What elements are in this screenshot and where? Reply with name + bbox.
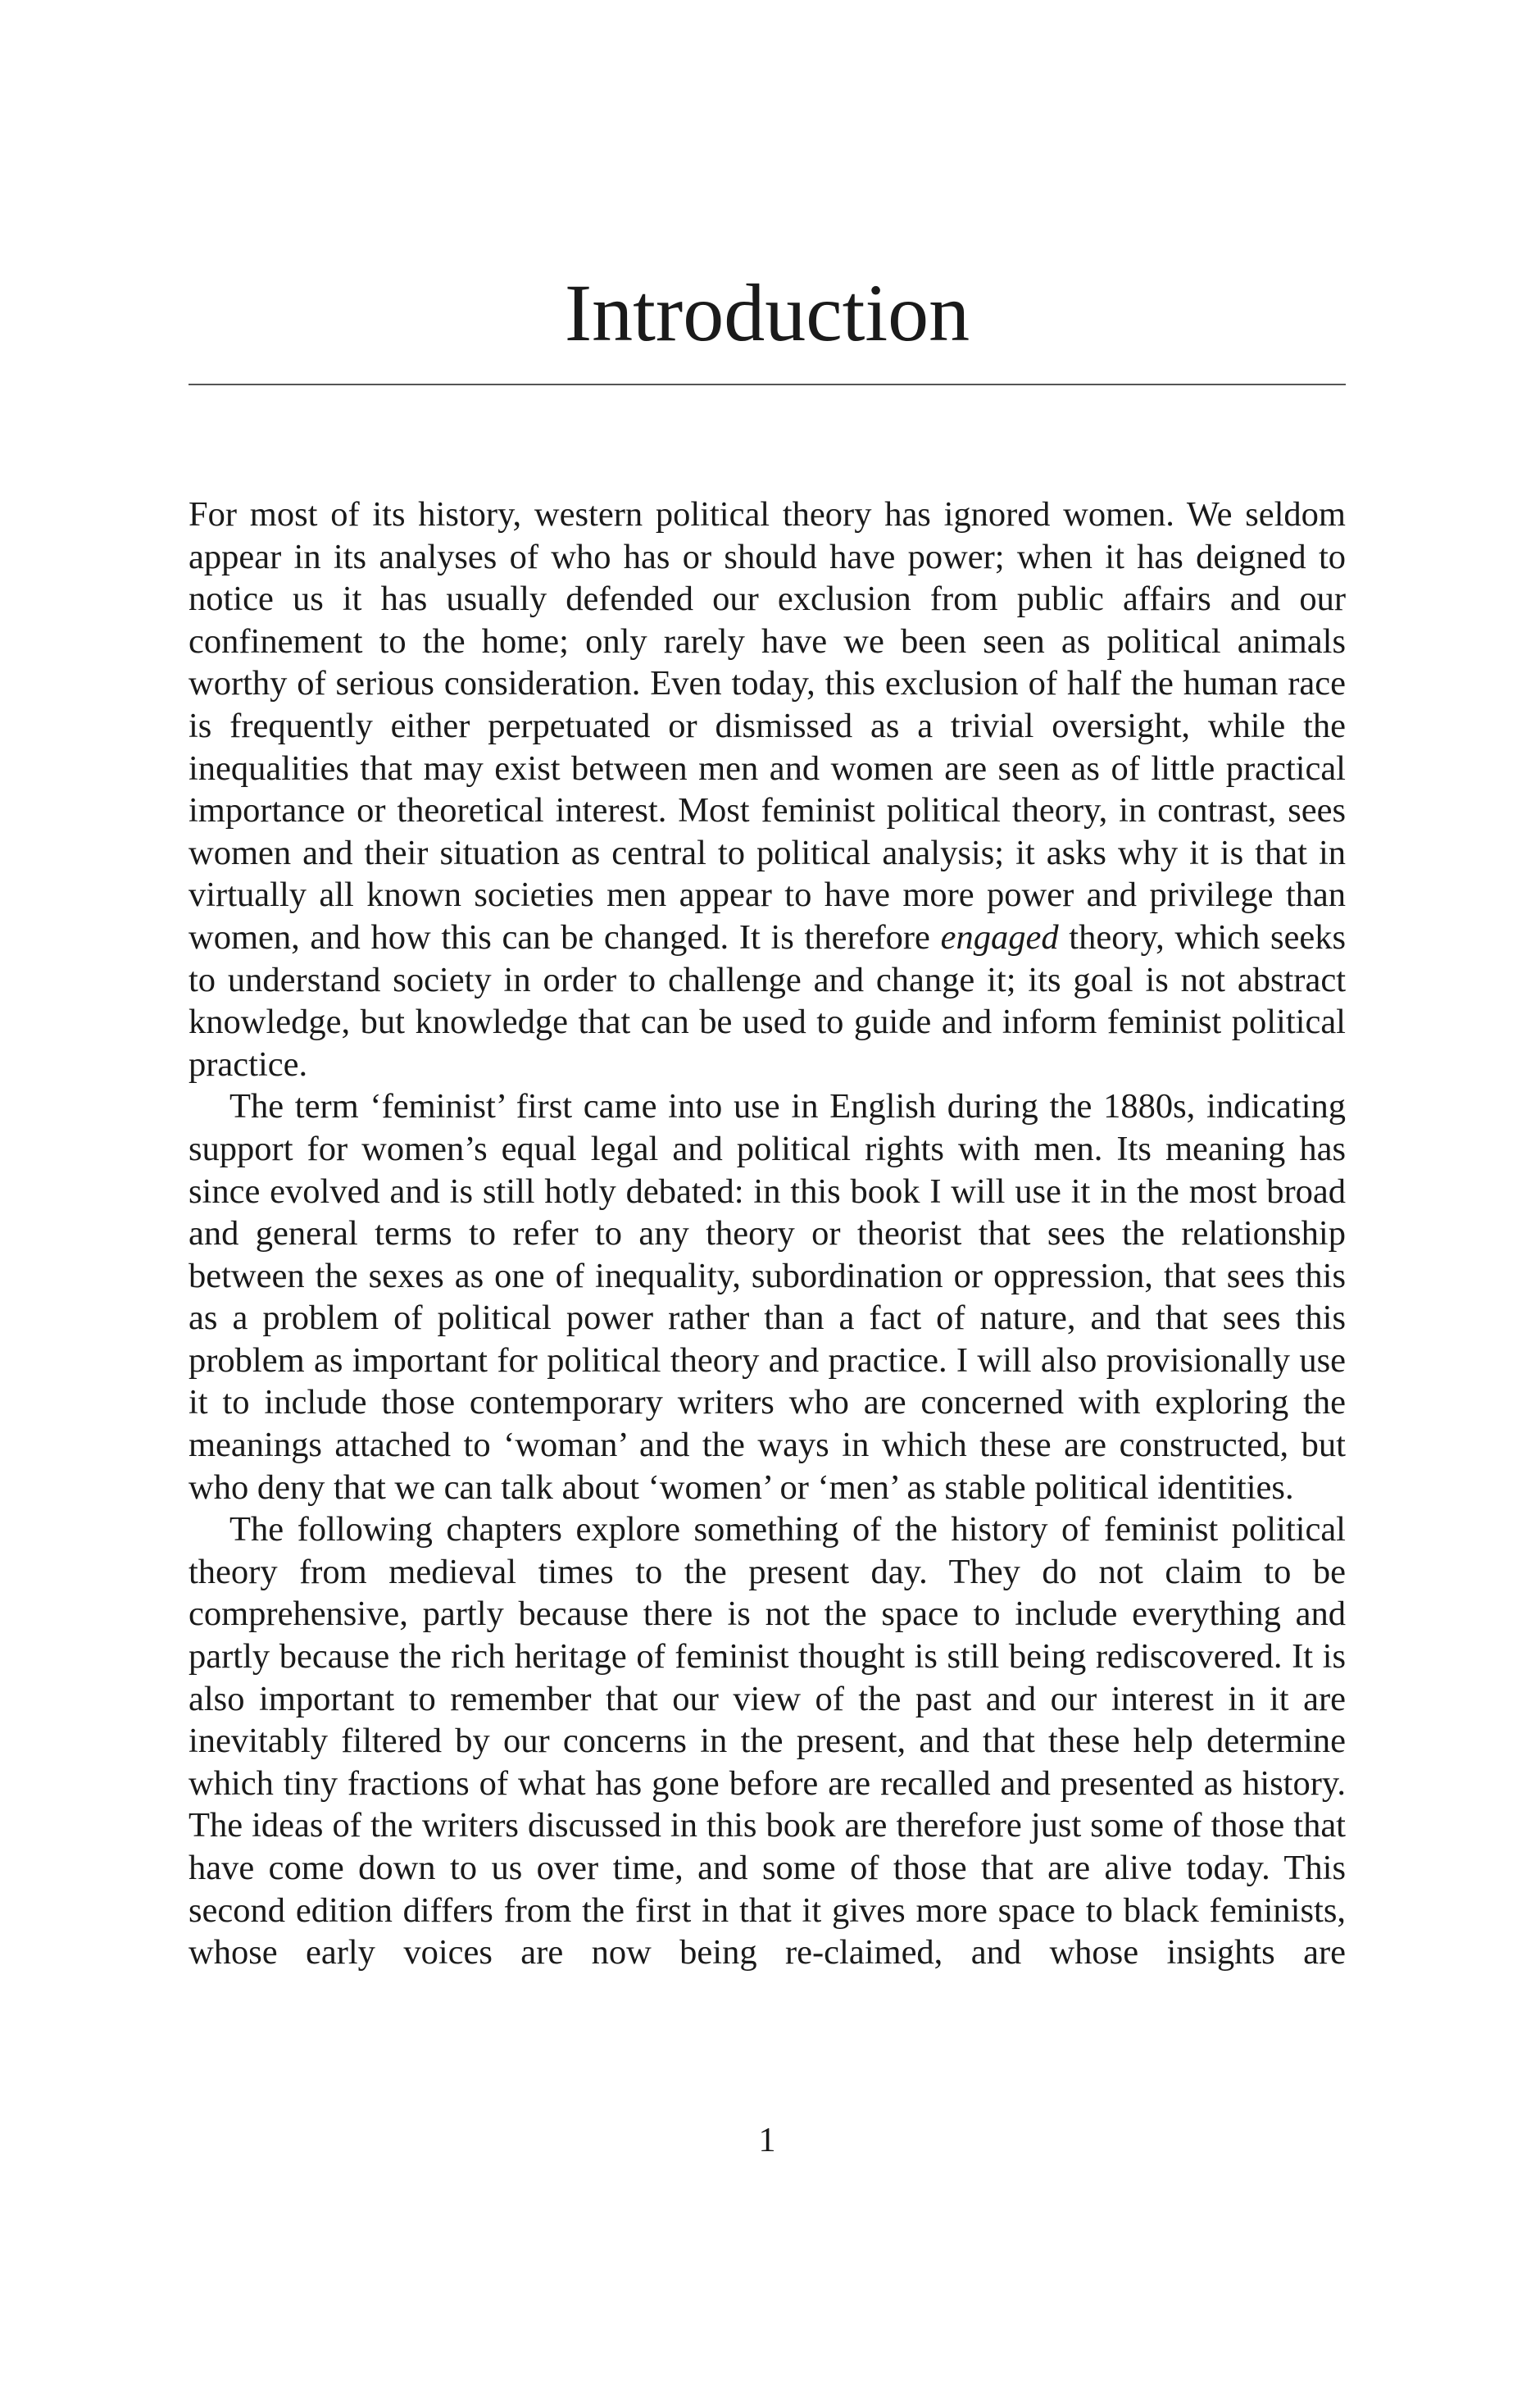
body-text [189,494,1346,1974]
paragraph-2: The term ‘feminist’ first came into use in English during the 1880s, indicating support for women’s equal legal and political rights with men. Its meaning has since evolved and is still hotly debated: in this book I will use it in the most broad and general terms to refer to any theory or theorist that sees the relationship between the sexes as one of inequality, subordination or oppression, that sees this as a problem of political power rather than a fact of nature, and that sees this problem as important for political theory and practice. I will also provisionally use it to include those contemporary writers who are concerned with exploring the meanings attached to ‘woman’ and the ways in which these are constructed, but who deny that we can talk about ‘women’ or ‘men’ as stable political identities. [189,1087,1346,1507]
page-number: 1 [758,2122,776,2159]
paragraph-1 [189,494,1346,1085]
paragraph-1-text-start: For most of its history, western political theory has ignored women. We seldom appear in its analyses of who has or should have power; when it has deigned to notice us it has usually defended our exclusion from public affairs and our confinement to the home; only rarely have we been seen as political animals worthy of serious consideration. Even today, this exclusion of half the human race is frequently either perpetuated or dismissed as a trivial oversight, while the inequalities that may exist between men and women are seen as of little practical importance or theoretical interest. Most feminist political theory, in contrast, sees women and their situation as central to political analysis; it asks why it is that in virtually all known societies men appear to have more power and privilege than women, and how this can be changed. It is therefore [189,495,1346,957]
paragraph-1-emphasis: engaged [940,917,1059,957]
paragraph-1-text-end: theory, which seeks to understand society in order to challenge and change it; its goal is not abstract knowledge, but knowledge that can be used to guide and inform feminist political practice. [189,917,1347,1084]
title-divider [189,384,1346,385]
chapter-title: Introduction [564,267,970,358]
paragraph-3: The following chapters explore something of the history of feminist political theory from medieval times to the present day. They do not claim to be comprehensive, partly because there is not the space to include everything and partly because the rich heritage of feminist thought is still being rediscovered. It is also important to remember that our view of the past and our interest in it are inevitably filtered by our concerns in the present, and that these help determine which tiny fractions of what has gone before are recalled and presented as history. The ideas of the writers discussed in this book are therefore just some of those that have come down to us over time, and some of those that are alive today. This second edition differs from the first in that it gives more space to black feminists, whose early voices are now being re-claimed, and whose insights are [189,1510,1346,1972]
